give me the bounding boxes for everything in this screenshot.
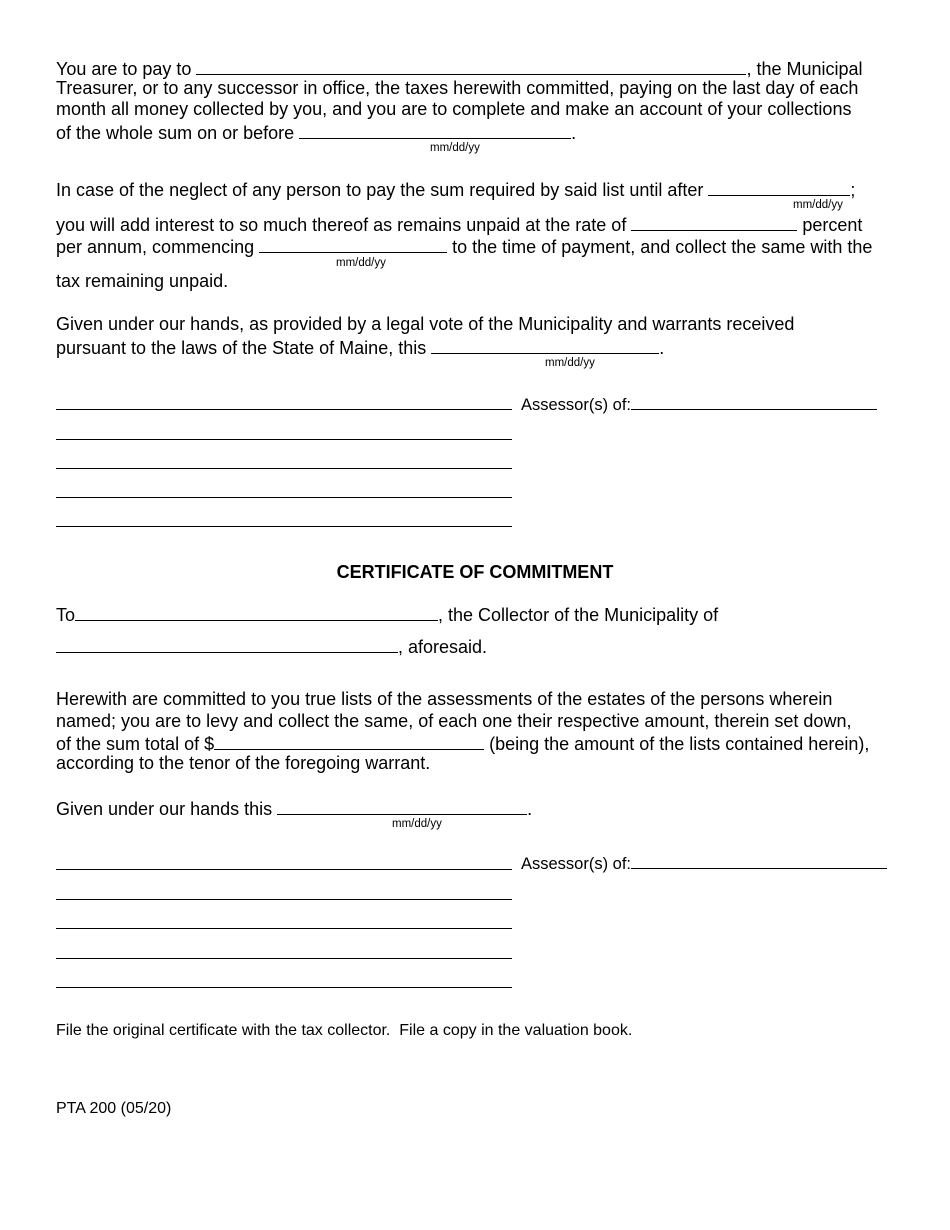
date-hint-3: mm/dd/yy: [336, 257, 386, 269]
assessor-signature-line-5[interactable]: [56, 526, 512, 527]
cert-assessor-signature-line-5[interactable]: [56, 987, 512, 988]
collection-due-date-field[interactable]: [299, 121, 571, 139]
warrant-p1-line3: month all money collected by you, and you are to complete and make an account of your collections: [56, 99, 852, 119]
certificate-aforesaid-line: [56, 635, 487, 658]
date-hint-2: mm/dd/yy: [793, 199, 843, 211]
cert-to-tail: , the Collector of the Municipality of: [438, 605, 719, 625]
warrant-p1-l4-tail: .: [571, 123, 577, 143]
sum-total-field[interactable]: [214, 732, 484, 750]
assessor-signature-line-2[interactable]: [56, 439, 512, 440]
warrant-p2-l3-text: per annum, commencing: [56, 237, 255, 257]
warrant-p3-l2-tail: .: [659, 338, 665, 358]
interest-start-date-field[interactable]: [259, 235, 447, 253]
warrant-p2-l1-tail: ;: [850, 180, 856, 200]
neglect-date-field[interactable]: [708, 178, 850, 196]
treasurer-name-field[interactable]: [196, 57, 746, 75]
form-id: PTA 200 (05/20): [56, 1100, 172, 1117]
date-hint-1: mm/dd/yy: [430, 142, 480, 154]
warrant-p3-line1: Given under our hands, as provided by a legal vote of the Municipality and warrants received: [56, 314, 795, 334]
cert-given-text: Given under our hands this: [56, 799, 273, 819]
cert-p1-line2: named; you are to levy and collect the same, of each one their respective amount, therein set down,: [56, 711, 852, 731]
date-hint-4: mm/dd/yy: [545, 357, 595, 369]
warrant-p1-l4-text: of the whole sum on or before: [56, 123, 295, 143]
assessor-of-label: Assessor(s) of:: [521, 396, 632, 414]
warrant-p2-l3-tail: to the time of payment, and collect the same with the: [452, 237, 873, 257]
warrant-p2-l1-text: In case of the neglect of any person to pay the sum required by said list until after: [56, 180, 704, 200]
warrant-p3-line2: [56, 336, 664, 359]
date-hint-5: mm/dd/yy: [392, 818, 442, 830]
cert-aforesaid-text: , aforesaid.: [398, 637, 488, 657]
cert-assessor-of: [521, 853, 887, 874]
warrant-municipality-field[interactable]: [631, 394, 877, 410]
cert-p1-line3: [56, 732, 869, 755]
warrant-p2-line4: tax remaining unpaid.: [56, 271, 229, 291]
warrant-p1-l1-text: You are to pay to: [56, 59, 192, 79]
certificate-title: CERTIFICATE OF COMMITMENT: [336, 562, 614, 582]
assessor-signature-line-1[interactable]: [56, 409, 512, 410]
municipality-name-field[interactable]: [56, 635, 398, 653]
certificate-date-field[interactable]: [277, 797, 527, 815]
assessor-signature-line-4[interactable]: [56, 497, 512, 498]
warrant-p2-line3: [56, 235, 872, 258]
warrant-p2-l2-text: you will add interest to so much thereof as remains unpaid at the rate of: [56, 215, 627, 235]
cert-municipality-field[interactable]: [631, 853, 887, 869]
warrant-p3-l2-text: pursuant to the laws of the State of Maine, this: [56, 338, 427, 358]
filing-instruction: File the original certificate with the tax collector. File a copy in the valuation book.: [56, 1022, 633, 1039]
cert-p1-l3-text: of the sum total of $: [56, 734, 215, 754]
cert-p1-line1: Herewith are committed to you true lists of the assessments of the estates of the persons wherein: [56, 689, 833, 709]
collector-name-field[interactable]: [75, 603, 438, 621]
cert-given-line: [56, 797, 532, 820]
cert-assessor-of-label: Assessor(s) of:: [521, 855, 632, 873]
warrant-given-date-field[interactable]: [431, 336, 659, 354]
cert-assessor-signature-line-2[interactable]: [56, 899, 512, 900]
warrant-p1-line4: [56, 121, 576, 144]
interest-rate-field[interactable]: [631, 213, 797, 231]
warrant-p1-line1: [56, 57, 863, 80]
cert-to-label: To: [56, 605, 76, 625]
warrant-p1-l1-tail: , the Municipal: [746, 59, 863, 79]
assessor-signature-line-3[interactable]: [56, 468, 512, 469]
warrant-p2-line1: [56, 178, 855, 201]
cert-p1-line4: according to the tenor of the foregoing warrant.: [56, 753, 431, 773]
warrant-assessor-of: [521, 394, 877, 415]
certificate-to-line: [56, 603, 718, 626]
cert-assessor-signature-line-4[interactable]: [56, 958, 512, 959]
cert-given-tail: .: [527, 799, 533, 819]
warrant-p1-line2: Treasurer, or to any successor in office, the taxes herewith committed, paying on the last day of each: [56, 78, 859, 98]
warrant-p2-l2-tail: percent: [802, 215, 863, 235]
warrant-p2-line2: [56, 213, 862, 236]
cert-p1-l3-tail: (being the amount of the lists contained herein),: [489, 734, 870, 754]
cert-assessor-signature-line-1[interactable]: [56, 869, 512, 870]
cert-assessor-signature-line-3[interactable]: [56, 928, 512, 929]
